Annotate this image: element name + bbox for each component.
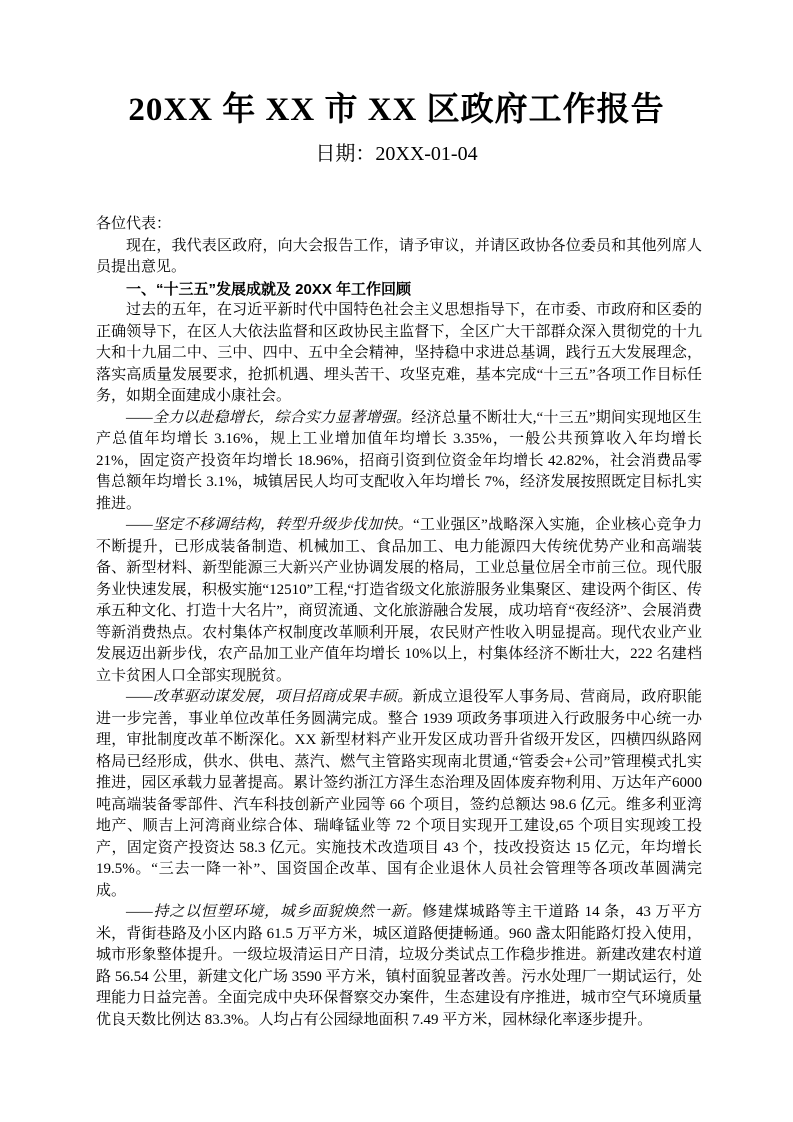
- salutation: 各位代表：: [96, 216, 172, 232]
- paragraph: [96, 515, 702, 687]
- paragraph-lead: ——改革驱动谋发展，项目招商成果丰硕。: [126, 689, 413, 705]
- paragraph-text: 经济总量不断壮大,“十三五”期间实现地区生产总值年均增长 3.16%，规上工业增加值年均增长 3.35%，一般公共预算收入年均增长 21%，固定资产投资年均增长 18.96%，招商引资到位资金年均增长 42.82%，社会消费品零售总额年均增长 3.1%，城镇居民人均可支配收入年均增长 7%，经济发展按照既定目标扎实推进。: [96, 409, 702, 512]
- paragraph: [96, 687, 702, 902]
- paragraph-lead: ——全力以赴稳增长，综合实力显著增强。: [126, 409, 412, 426]
- paragraph-text: “工业强区”战略深入实施，企业核心竞争力不断提升，已形成装备制造、机械加工、食品加工、电力能源四大传统优势产业和高端装备、新型材料、新型能源三大新兴产业协调发展的格局，工业总量位居全市前三位。现代服务业快速发展，积极实施“12510”工程,“打造省级文化旅游服务业集聚区、建设两个街区、传承五种文化、打造十大名片”，商贸流通、文化旅游融合发展，成功培育“夜经济”、会展消费等新消费热点。农村集体产权制度改革顺利开展，农民财产性收入明显提高。现代农业产业发展迈出新步伐，农产品加工业产值年均增长 10%以上，村集体经济不断壮大，222 名建档立卡贫困人口全部实现脱贫。: [96, 517, 702, 684]
- paragraph: [96, 902, 702, 1031]
- document-title: 20XX 年 XX 市 XX 区政府工作报告: [128, 92, 665, 128]
- date-line: 日期：20XX-01-04: [315, 143, 478, 165]
- paragraph-text: 修建煤城路等主干道路 14 条，43 万平方米，背街巷路及小区内路 61.5 万平方米，城区道路便捷畅通。960 盏太阳能路灯投入使用，城市形象整体提升。一级垃圾清运日产日清，垃圾分类试点工作稳步推进。新建改建农村道路 56.54 公里，新建文化广场 3590 平方米，镇村面貌显著改善。污水处理厂一期试运行，处理能力日益完善。全面完成中央环保督察交办案件，生态建设有序推进，城市空气环境质量优良天数比例达 83.3%。人均占有公园绿地面积 7.49 平方米，园林绿化率逐步提升。: [96, 904, 702, 1028]
- intro-paragraph: 现在，我代表区政府，向大会报告工作，请予审议，并请区政协各位委员和其他列席人员提出意见。: [96, 237, 702, 275]
- document-body: [0, 214, 793, 1031]
- paragraph-text: 过去的五年，在习近平新时代中国特色社会主义思想指导下，在市委、市政府和区委的正确领导下，在区人大依法监督和区政协民主监督下，全区广大干部群众深入贯彻党的十九大和十九届二中、三中、四中、五中全会精神，坚持稳中求进总基调，践行五大发展理念，落实高质量发展要求，抢抓机遇、埋头苦干、攻坚克难，基本完成“十三五”各项工作目标任务，如期全面建成小康社会。: [96, 302, 702, 404]
- section-heading: 一、“十三五”发展成就及 20XX 年工作回顾: [126, 280, 412, 298]
- paragraph-lead: ——持之以恒塑环境，城乡面貌焕然一新。: [126, 904, 423, 920]
- paragraph-lead: ——坚定不移调结构，转型升级步伐加快。: [126, 517, 414, 533]
- paragraph: [96, 408, 702, 516]
- paragraph: [96, 300, 702, 408]
- paragraph-text: 新成立退役军人事务局、营商局，政府职能进一步完善，事业单位改革任务圆满完成。整合 1939 项政务事项进入行政服务中心统一办理，审批制度改革不断深化。XX 新型材料产业开发区成功晋升省级开发区，四横四纵路网格局已经形成，供水、供电、蒸汽、燃气主管路实现南北贯通,“管委会+公司”管理模式扎实推进，园区承载力显著提高。累计签约浙江方泽生态治理及固体废弃物利用、万达年产6000 吨高端装备零部件、汽车科技创新产业园等 66 个项目，签约总额达 98.6 亿元。维多利亚湾地产、顺吉上河湾商业综合体、瑞峰锰业等 72 个项目实现开工建设,65 个项目实现竣工投产，固定资产投资达 58.3 亿元。实施技术改造项目 43 个，技改投资达 15 亿元，年均增长 19.5%。“三去一降一补”、国资国企改革、国有企业退休人员社会管理等各项改革圆满完成。: [96, 689, 702, 899]
